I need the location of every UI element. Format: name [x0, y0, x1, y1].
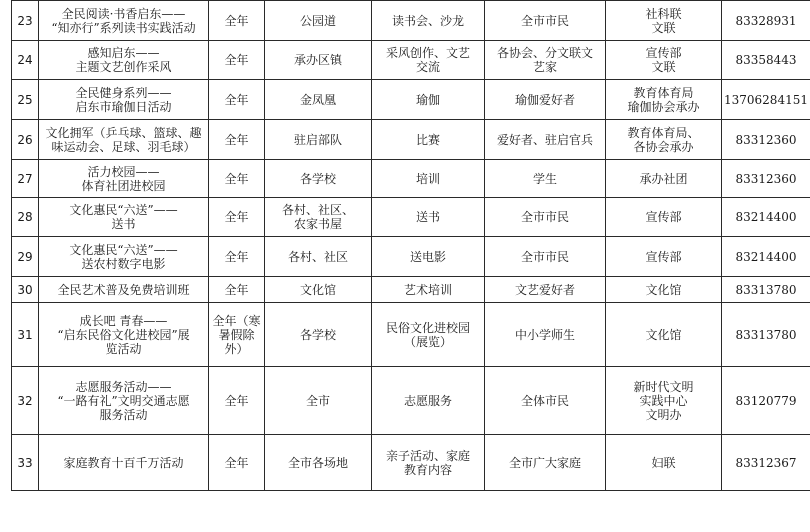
activity-place-cell: 金凤凰 [265, 80, 372, 120]
organizer-cell: 宣传部 [606, 198, 722, 237]
target-audience-cell: 全市广大家庭 [485, 435, 606, 491]
activity-name-cell: 全民阅读·书香启东—— “知亦行”系列读书实践活动 [39, 1, 209, 41]
table-row [12, 435, 810, 491]
activity-name-cell: 文化惠民“六送”—— 送农村数字电影 [39, 237, 209, 277]
activity-form-cell: 志愿服务 [372, 367, 485, 435]
contact-phone-cell: 83313780 [722, 277, 810, 303]
row-number-cell: 30 [12, 277, 39, 303]
activity-place-cell: 各学校 [265, 160, 372, 198]
contact-phone-cell: 83312360 [722, 120, 810, 160]
target-audience-cell: 全市市民 [485, 1, 606, 41]
activity-name-cell: 感知启东—— 主题文艺创作采风 [39, 41, 209, 80]
table-row [12, 277, 810, 303]
table-body [12, 1, 810, 491]
activity-form-cell: 瑜伽 [372, 80, 485, 120]
target-audience-cell: 全体市民 [485, 367, 606, 435]
row-number-cell: 29 [12, 237, 39, 277]
activity-time-cell: 全年 [209, 435, 265, 491]
activity-form-cell: 亲子活动、家庭 教育内容 [372, 435, 485, 491]
table-row [12, 120, 810, 160]
target-audience-cell: 全市市民 [485, 198, 606, 237]
contact-phone-cell: 83312360 [722, 160, 810, 198]
target-audience-cell: 文艺爱好者 [485, 277, 606, 303]
contact-phone-cell: 83214400 [722, 237, 810, 277]
organizer-cell: 文化馆 [606, 303, 722, 367]
activity-place-cell: 各村、社区 [265, 237, 372, 277]
table-row [12, 1, 810, 41]
activity-place-cell: 各学校 [265, 303, 372, 367]
activity-name-cell: 全民健身系列—— 启东市瑜伽日活动 [39, 80, 209, 120]
table-row [12, 41, 810, 80]
contact-phone-cell: 83328931 [722, 1, 810, 41]
activity-name-cell: 文化惠民“六送”—— 送书 [39, 198, 209, 237]
activity-form-cell: 培训 [372, 160, 485, 198]
activity-form-cell: 比赛 [372, 120, 485, 160]
row-number-cell: 23 [12, 1, 39, 41]
activity-name-cell: 全民艺术普及免费培训班 [39, 277, 209, 303]
activity-form-cell: 艺术培训 [372, 277, 485, 303]
target-audience-cell: 学生 [485, 160, 606, 198]
row-number-cell: 28 [12, 198, 39, 237]
contact-phone-cell: 83358443 [722, 41, 810, 80]
row-number-cell: 24 [12, 41, 39, 80]
organizer-cell: 妇联 [606, 435, 722, 491]
organizer-cell: 宣传部 文联 [606, 41, 722, 80]
table-row [12, 80, 810, 120]
activity-form-cell: 采风创作、文艺 交流 [372, 41, 485, 80]
activity-form-cell: 送书 [372, 198, 485, 237]
organizer-cell: 教育体育局、 各协会承办 [606, 120, 722, 160]
target-audience-cell: 各协会、分文联文 艺家 [485, 41, 606, 80]
activity-name-cell: 活力校园—— 体育社团进校园 [39, 160, 209, 198]
activity-time-cell: 全年 [209, 237, 265, 277]
activity-form-cell: 读书会、沙龙 [372, 1, 485, 41]
target-audience-cell: 中小学师生 [485, 303, 606, 367]
organizer-cell: 宣传部 [606, 237, 722, 277]
contact-phone-cell: 83313780 [722, 303, 810, 367]
activity-table-container [11, 0, 810, 491]
activity-time-cell: 全年 [209, 120, 265, 160]
activity-name-cell: 家庭教育十百千万活动 [39, 435, 209, 491]
organizer-cell: 社科联 文联 [606, 1, 722, 41]
table-row [12, 367, 810, 435]
table-row [12, 198, 810, 237]
target-audience-cell: 全市市民 [485, 237, 606, 277]
activity-time-cell: 全年 [209, 367, 265, 435]
activity-place-cell: 全市各场地 [265, 435, 372, 491]
table-row [12, 160, 810, 198]
row-number-cell: 25 [12, 80, 39, 120]
activity-place-cell: 承办区镇 [265, 41, 372, 80]
row-number-cell: 26 [12, 120, 39, 160]
row-number-cell: 33 [12, 435, 39, 491]
contact-phone-cell: 13706284151 [722, 80, 810, 120]
activity-name-cell: 成长吧 青春—— “启东民俗文化进校园”展 览活动 [39, 303, 209, 367]
row-number-cell: 32 [12, 367, 39, 435]
activity-time-cell: 全年 [209, 160, 265, 198]
target-audience-cell: 爱好者、驻启官兵 [485, 120, 606, 160]
activity-form-cell: 民俗文化进校园 （展览） [372, 303, 485, 367]
table-row [12, 303, 810, 367]
activity-time-cell: 全年 [209, 1, 265, 41]
activity-place-cell: 各村、社区、 农家书屋 [265, 198, 372, 237]
row-number-cell: 31 [12, 303, 39, 367]
contact-phone-cell: 83214400 [722, 198, 810, 237]
activity-schedule-table [11, 0, 810, 491]
contact-phone-cell: 83120779 [722, 367, 810, 435]
activity-place-cell: 驻启部队 [265, 120, 372, 160]
organizer-cell: 教育体育局 瑜伽协会承办 [606, 80, 722, 120]
activity-form-cell: 送电影 [372, 237, 485, 277]
activity-time-cell: 全年 [209, 41, 265, 80]
activity-time-cell: 全年 [209, 277, 265, 303]
table-row [12, 237, 810, 277]
activity-time-cell: 全年 [209, 80, 265, 120]
activity-place-cell: 文化馆 [265, 277, 372, 303]
target-audience-cell: 瑜伽爱好者 [485, 80, 606, 120]
row-number-cell: 27 [12, 160, 39, 198]
organizer-cell: 承办社团 [606, 160, 722, 198]
activity-place-cell: 全市 [265, 367, 372, 435]
activity-name-cell: 文化拥军（乒乓球、篮球、趣 味运动会、足球、羽毛球） [39, 120, 209, 160]
activity-place-cell: 公园道 [265, 1, 372, 41]
organizer-cell: 新时代文明 实践中心 文明办 [606, 367, 722, 435]
activity-time-cell: 全年（寒 暑假除 外） [209, 303, 265, 367]
activity-name-cell: 志愿服务活动—— “一路有礼”文明交通志愿 服务活动 [39, 367, 209, 435]
contact-phone-cell: 83312367 [722, 435, 810, 491]
organizer-cell: 文化馆 [606, 277, 722, 303]
activity-time-cell: 全年 [209, 198, 265, 237]
